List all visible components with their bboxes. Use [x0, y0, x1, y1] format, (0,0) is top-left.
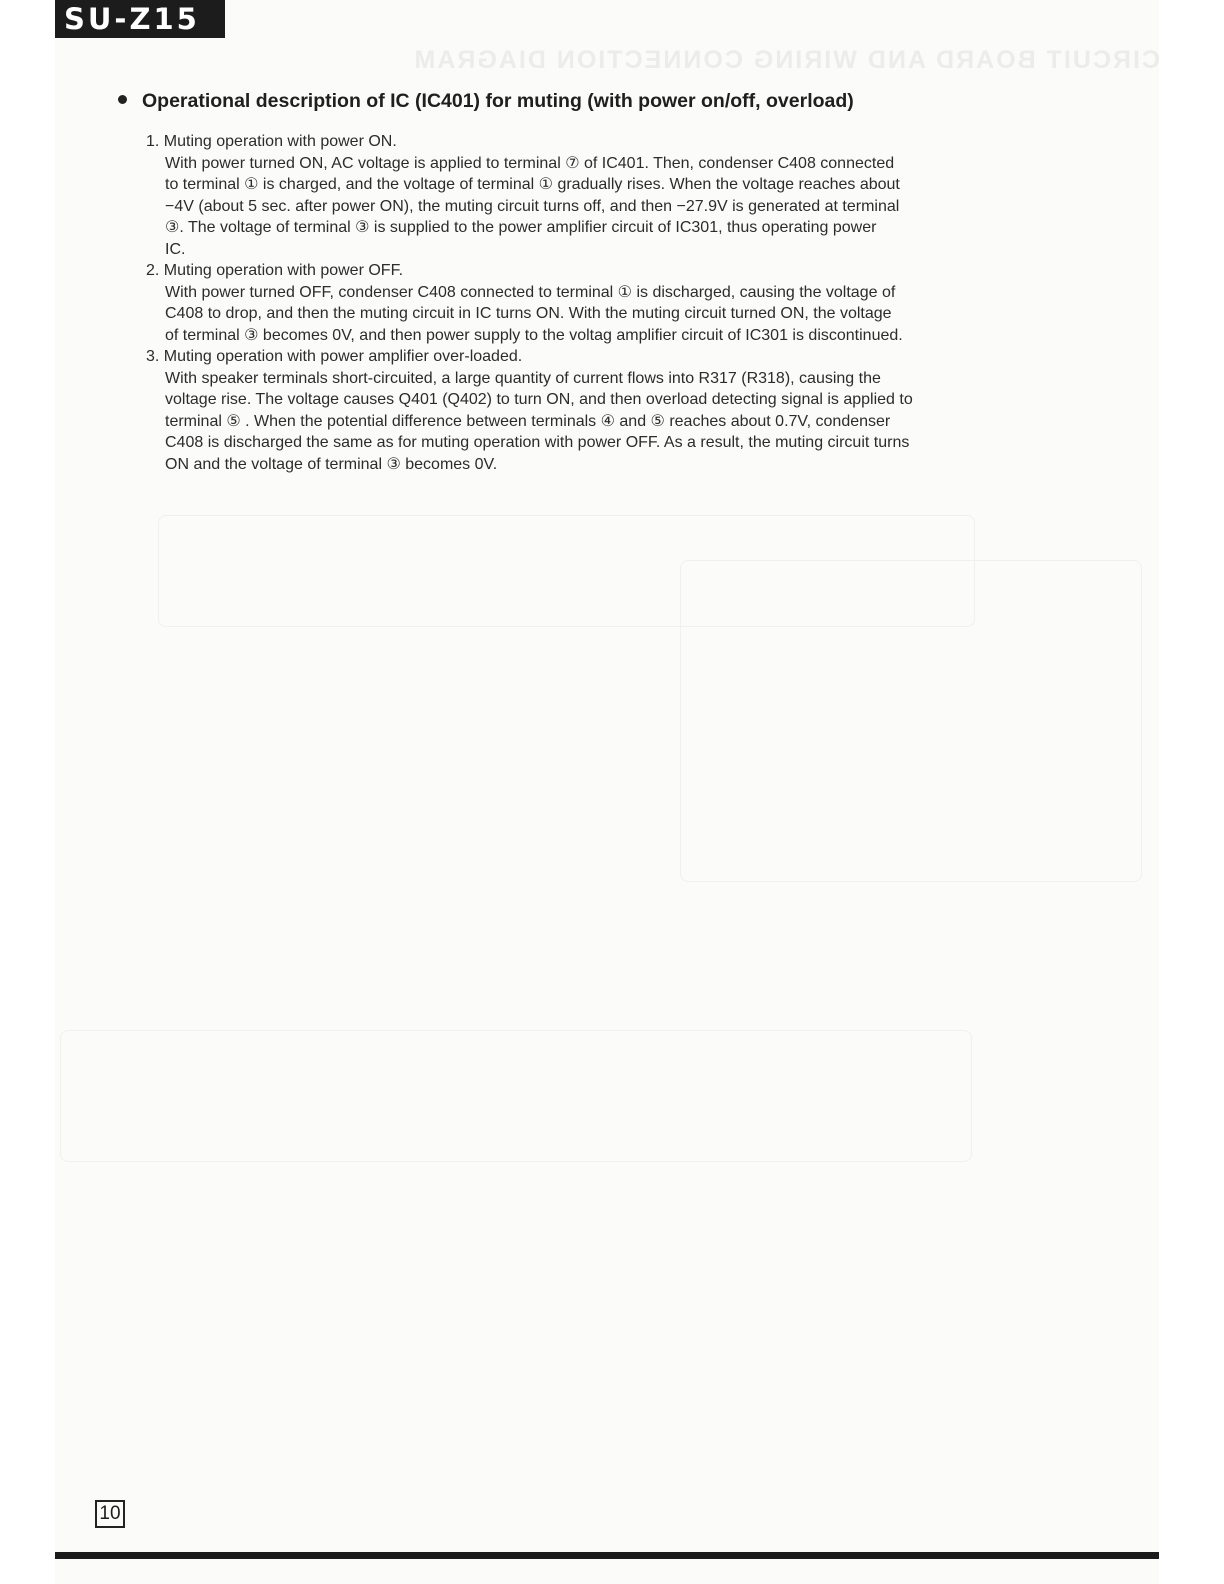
- paragraph-line: ON and the voltage of terminal ③ becomes 0V.: [165, 455, 498, 473]
- section-heading-text: Operational description of IC (IC401) for muting (with power on/off, overload): [142, 90, 854, 112]
- list-item: [146, 346, 1046, 475]
- paragraph-line: to terminal ① is charged, and the voltage of terminal ① gradually rises. When the voltage reaches about: [165, 176, 900, 193]
- bleed-through-text: CIRCUIT BOARD AND WIRING CONNECTION DIAGRAM: [412, 46, 1160, 74]
- paragraph-line: C408 is discharged the same as for muting operation with power OFF. As a result, the muting circuit turns: [165, 434, 910, 451]
- paragraph-line: voltage rise. The voltage causes Q401 (Q402) to turn ON, and then overload detecting signal is applied to: [165, 391, 913, 408]
- paragraph-line: −4V (about 5 sec. after power ON), the muting circuit turns off, and then −27.9V is generated at terminal: [165, 197, 900, 215]
- item-body: [146, 368, 1046, 476]
- description-list: [146, 131, 1046, 475]
- paragraph-line: With power turned OFF, condenser C408 connected to terminal ① is discharged, causing the voltage of: [165, 283, 896, 301]
- list-item: [146, 131, 1046, 260]
- paragraph-line: C408 to drop, and then the muting circuit in IC turns ON. With the muting circuit turned ON, the voltage: [165, 305, 892, 322]
- page-number: 10: [95, 1500, 125, 1528]
- paragraph-line: ③. The voltage of terminal ③ is supplied to the power amplifier circuit of IC301, thus operating power: [165, 219, 877, 236]
- section-heading: [118, 90, 854, 113]
- paragraph-line: of terminal ③ becomes 0V, and then power supply to the voltag amplifier circuit of IC301 is discontinued.: [165, 326, 903, 344]
- list-item: [146, 260, 1046, 346]
- paragraph-line: With speaker terminals short-circuited, a large quantity of current flows into R317 (R318), causing the: [165, 369, 881, 387]
- bullet-icon: [118, 95, 127, 104]
- model-badge: SU-Z15: [55, 0, 225, 38]
- bleed-through-box: [680, 560, 1142, 882]
- item-title: 3. Muting operation with power amplifier over-loaded.: [146, 348, 523, 365]
- bleed-through-box: [60, 1030, 972, 1162]
- item-body: [146, 153, 1046, 261]
- item-title: 2. Muting operation with power OFF.: [146, 262, 404, 279]
- paragraph-line: With power turned ON, AC voltage is applied to terminal ⑦ of IC401. Then, condenser C408 connected: [165, 154, 895, 172]
- bottom-rule: [55, 1552, 1159, 1559]
- paragraph-line: IC.: [165, 240, 186, 258]
- item-title: 1. Muting operation with power ON.: [146, 133, 397, 150]
- item-body: [146, 282, 1046, 347]
- paragraph-line: terminal ⑤ . When the potential difference between terminals ④ and ⑤ reaches about 0.7V, condenser: [165, 412, 891, 430]
